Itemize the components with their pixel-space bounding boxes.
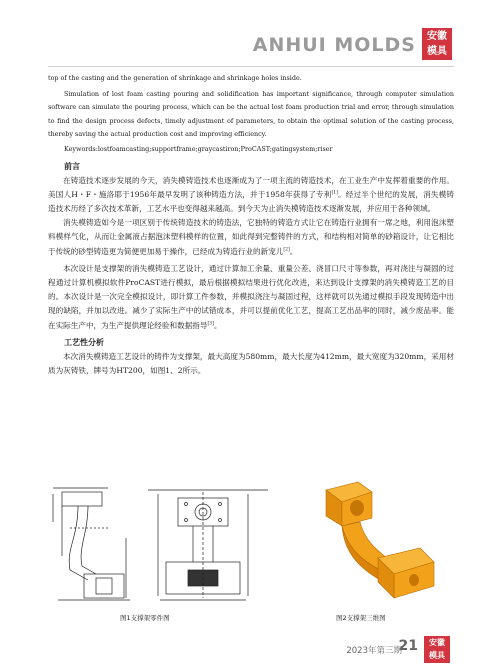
citation-3: [3] [207, 321, 214, 327]
issue-label: 2023年第三期 [346, 646, 402, 656]
page-footer [0, 634, 480, 665]
brand-title: ANHUI MOLDS [252, 34, 416, 56]
intro-paragraph-3 [48, 262, 454, 333]
page-number: 21 [398, 638, 418, 654]
footer-logo-line-2: 模具 [429, 650, 445, 660]
header-divider [48, 66, 454, 67]
figures-area [48, 478, 454, 628]
page-header [0, 0, 480, 62]
footer-logo-line-1: 安徽 [429, 638, 445, 647]
intro-p3-text: 本次设计是支撑架的消失模铸造工艺设计，通过计算加工余量、重量公差、浇冒口尺寸等参数，再对浇注与凝固的过程通过计算机模拟软件ProCAST进行模拟，最后根据模拟结果进行优化改进，来达到设计支撑架的消失模铸造工艺的目的。本次设计是一次完全模拟设计，即计算工件参数，并模拟浇注与凝固过程，这样就可以先通过模拟手段发现铸造中出现的缺陷，并加以改进。减少了实际生产中的试错成本，并可以提前优化工艺，提高工艺出品率的同时，减少废品率。能在实际生产中，为生产提供理论经验和数据指导 [48, 263, 454, 330]
section-title-intro: 前言 [64, 161, 80, 171]
abstract-paragraph: Simulation of lost foam casting pouring and solidification has important significance, through computer simulation software can simulate the pouring process, which can be the actual lost foam production trial and error, through simulation to find the design process defects, timely adjustment of parameters, to obtain the optimal solution of the casting process, thereby saving the actual production cost and improving efficiency. [48, 89, 454, 139]
citation-1: [1] [331, 190, 338, 196]
logo-line-2: 模具 [427, 46, 447, 57]
side-view-drawing [53, 488, 130, 600]
intro-paragraph-2 [48, 216, 454, 259]
front-view-drawing [148, 490, 268, 600]
part-drawing-figure [48, 478, 278, 606]
footer-logo [424, 636, 450, 663]
intro-p2-tail: 。 [289, 246, 298, 256]
intro-p3-tail: 。 [213, 320, 222, 330]
citation-2: [2] [283, 247, 290, 253]
section-title-analysis: 工艺性分析 [64, 337, 104, 347]
part-3d-figure [298, 478, 448, 606]
figure-1-caption: 图1支撑架零件图 [120, 614, 170, 622]
logo-line-1: 安徽 [427, 31, 447, 42]
keywords: Keywords:lostfoamcasting;supportframe;graycastiron;ProCAST;gatingsystem;riser [64, 144, 333, 153]
abstract-line-top: top of the casting and the generation of shrinkage and shrinkage holes inside. [48, 74, 302, 82]
magazine-logo [422, 28, 452, 60]
intro-paragraph-1 [48, 174, 454, 217]
intro-p2-text: 消失模铸造如今是一项区别于传统铸造技术的铸造法，它独特的铸造方式让它在铸造行业拥有一席之地，利用泡沫塑料模样气化，从而让金属液占据泡沫塑料模样的位置，如此得到完整铸件的方式，和结构相对简单的砂箱设计，让它相比于传统的砂型铸造更为简便更加易于操作，已经成为铸造行业的新宠儿 [48, 218, 454, 256]
figure-2-caption: 图2支撑架三维图 [336, 614, 386, 622]
intro-p1-tail: 。经过半个世纪的发展，消失模铸造技术历经了多次技术革新，工艺水平也变得越来越高。到今天为止消失模铸造技术逐渐发展，并应用于各种领域。 [48, 189, 455, 213]
part-3d-model [326, 482, 434, 598]
analysis-paragraph: 本次消失模铸造工艺设计的铸件为支撑架，最大高度为580mm，最大长度为412mm，最大宽度为320mm，采用材质为灰铸铁，牌号为HT200，如图1、2所示。 [48, 351, 454, 375]
article-body [48, 72, 454, 378]
intro-p1-text: 在铸造技术逐步发展的今天，消失模铸造技术也逐渐成为了一项主流的铸造技术，在工业生产中发挥着重要的作用。美国人H・F・施洛耶于1956年最早发明了该种铸造方法，并于1958年获得了专利 [48, 175, 454, 199]
